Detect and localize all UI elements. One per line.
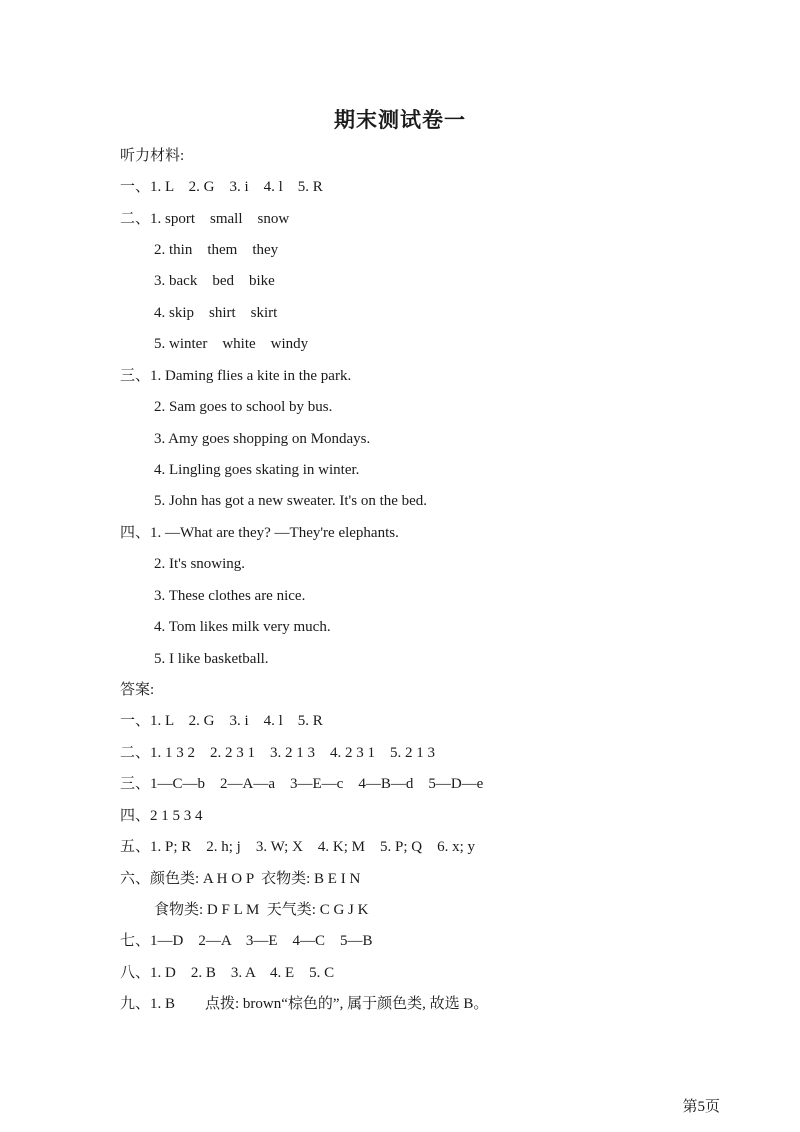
- listening-section-3-line: 2. Sam goes to school by bus.: [154, 399, 333, 415]
- answer-section-2: 二、1. 1 3 2 2. 2 3 1 3. 2 1 3 4. 2 3 1 5. 2 1 3: [120, 745, 436, 761]
- answers-heading: 答案:: [120, 682, 155, 698]
- listening-section-2-line: 4. skip shirt skirt: [154, 305, 278, 321]
- listening-section-2-line: 5. winter white windy: [154, 336, 309, 352]
- listening-heading: 听力材料:: [120, 148, 185, 164]
- listening-section-4-line: 2. It's snowing.: [154, 556, 246, 572]
- listening-section-3-line: 5. John has got a new sweater. It's on the bed.: [154, 493, 428, 509]
- answer-section-4: 四、2 1 5 3 4: [120, 808, 203, 824]
- answer-section-6-continued: 食物类: D F L M 天气类: C G J K: [154, 902, 369, 918]
- listening-section-1: 一、1. L 2. G 3. i 4. l 5. R: [120, 179, 323, 195]
- answer-section-6: 六、颜色类: A H O P 衣物类: B E I N: [120, 871, 361, 887]
- answer-section-7: 七、1—D 2—A 3—E 4—C 5—B: [120, 933, 373, 949]
- answer-section-1: 一、1. L 2. G 3. i 4. l 5. R: [120, 713, 323, 729]
- page-number: 第5页: [682, 1099, 720, 1115]
- listening-section-4-line: 5. I like basketball.: [154, 651, 269, 667]
- answer-section-9: 九、1. B 点拨: brown“棕色的”, 属于颜色类, 故选 B。: [120, 996, 489, 1012]
- page-title: 期末测试卷一: [334, 108, 466, 132]
- answer-section-8: 八、1. D 2. B 3. A 4. E 5. C: [120, 965, 335, 981]
- listening-section-2-line: 3. back bed bike: [154, 273, 275, 289]
- listening-section-2-line: 2. thin them they: [154, 242, 279, 258]
- answer-section-3: 三、1—C—b 2—A—a 3—E—c 4—B—d 5—D—e: [120, 776, 484, 792]
- listening-section-4-line: 4. Tom likes milk very much.: [154, 619, 331, 635]
- listening-section-4-line: 四、1. —What are they? —They're elephants.: [120, 525, 399, 541]
- listening-section-2-line: 二、1. sport small snow: [120, 211, 290, 227]
- answer-section-5: 五、1. P; R 2. h; j 3. W; X 4. K; M 5. P; Q 6. x; y: [120, 839, 476, 855]
- listening-section-3-line: 三、1. Daming flies a kite in the park.: [120, 368, 352, 384]
- listening-section-4-line: 3. These clothes are nice.: [154, 588, 306, 604]
- listening-section-3-line: 4. Lingling goes skating in winter.: [154, 462, 360, 478]
- listening-section-3-line: 3. Amy goes shopping on Mondays.: [154, 431, 371, 447]
